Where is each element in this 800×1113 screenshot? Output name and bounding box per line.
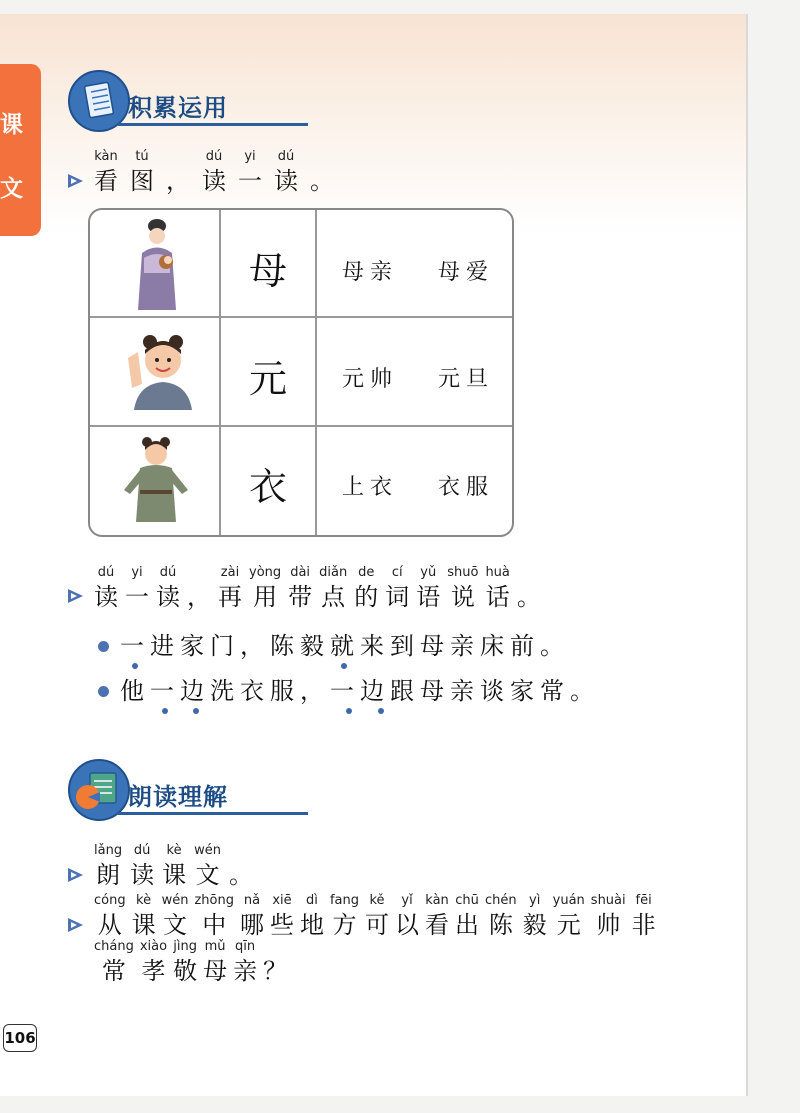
hanzi: 陈 <box>488 911 513 939</box>
hanzi: 带 <box>288 583 313 611</box>
pinyin-character <box>553 892 585 940</box>
hanzi: 读 <box>202 167 226 195</box>
pinyin: xiē <box>272 893 292 908</box>
child-waving-picture <box>118 328 198 417</box>
pinyin: lǎng <box>94 843 123 858</box>
pinyin-character <box>416 564 440 612</box>
side-tab <box>0 64 41 236</box>
pinyin: zhōng <box>194 893 234 908</box>
pinyin: jìng <box>173 939 197 954</box>
pinyin: chū <box>455 893 479 908</box>
hanzi: ， <box>187 583 211 611</box>
triangle-bullet-icon <box>68 868 83 882</box>
pinyin-character <box>517 564 541 612</box>
pinyin: kè <box>136 893 152 908</box>
pinyin: yi <box>244 149 256 164</box>
pinyin: tú <box>135 149 149 164</box>
hanzi: 文 <box>163 911 188 939</box>
big-character: 母 <box>248 249 287 293</box>
hanzi: 母 <box>203 957 228 985</box>
pinyin: qīn <box>235 939 256 954</box>
big-character: 衣 <box>248 465 287 509</box>
hanzi: 的 <box>354 583 379 611</box>
bullet-dot <box>98 686 109 697</box>
task-read-aloud <box>94 842 253 890</box>
section-title: 朗读理解 <box>128 783 228 811</box>
hanzi: 。 <box>228 861 253 889</box>
pinyin-character <box>130 148 154 196</box>
pinyin-character <box>173 938 197 986</box>
hanzi: 敬 <box>173 957 198 985</box>
bullet-dot <box>98 641 109 652</box>
pinyin: yǐ <box>401 893 413 908</box>
hanzi: 毅 <box>522 911 547 939</box>
pinyin: zài <box>220 565 240 580</box>
pinyin-character <box>523 892 547 940</box>
hanzi: 读 <box>274 167 298 195</box>
table-divider <box>90 425 512 427</box>
pinyin: dài <box>290 565 311 580</box>
hanzi: 从 <box>97 911 122 939</box>
pinyin: dì <box>306 893 318 908</box>
pinyin-character <box>395 892 419 940</box>
textbook-page <box>0 14 748 1096</box>
pinyin-character <box>365 892 389 940</box>
pinyin-character <box>591 892 626 940</box>
hanzi: 地 <box>299 911 324 939</box>
pinyin-character <box>202 148 226 196</box>
pinyin-character <box>240 892 264 940</box>
pinyin-character <box>94 892 126 940</box>
pinyin-character <box>156 564 180 612</box>
pinyin: fēi <box>635 893 652 908</box>
vocab-word: 元旦 <box>438 367 495 392</box>
hanzi: 以 <box>395 911 420 939</box>
pinyin-character <box>187 564 211 612</box>
pinyin-character <box>166 148 190 196</box>
pinyin: xiào <box>139 939 168 954</box>
pinyin: yì <box>529 893 541 908</box>
hanzi: 课 <box>131 911 156 939</box>
pinyin-character <box>94 148 118 196</box>
hanzi: 一 <box>238 167 262 195</box>
pinyin: huà <box>485 565 510 580</box>
pinyin: yòng <box>249 565 282 580</box>
emphasis-dot <box>193 708 199 714</box>
side-tab-char: 课 <box>0 111 23 138</box>
instruction-read-and-speak <box>94 564 541 612</box>
pinyin: kě <box>369 893 385 908</box>
hanzi: 出 <box>455 911 480 939</box>
hanzi: 再 <box>218 583 242 611</box>
hanzi: 可 <box>365 911 390 939</box>
hanzi: 图 <box>130 167 154 195</box>
hanzi: 朗 <box>96 861 121 889</box>
pinyin: shuō <box>447 565 479 580</box>
pinyin: dú <box>277 149 295 164</box>
pinyin-character <box>249 564 281 612</box>
triangle-bullet-icon <box>68 174 83 188</box>
hanzi: 亲 <box>233 957 258 985</box>
hanzi: 元 <box>556 911 581 939</box>
emphasis-dot <box>162 708 168 714</box>
hanzi: 看 <box>425 911 450 939</box>
task-question-line2 <box>94 938 287 986</box>
pinyin: wén <box>194 843 221 858</box>
pinyin-character <box>194 892 234 940</box>
hanzi: 话 <box>485 583 510 611</box>
vocab-word: 元帅 <box>342 367 399 392</box>
pinyin: cí <box>391 565 403 580</box>
pinyin: chén <box>485 893 517 908</box>
hanzi: 些 <box>269 911 294 939</box>
task-question-line1 <box>94 892 656 940</box>
heading-underline <box>118 123 308 126</box>
pinyin-character <box>300 892 324 940</box>
emphasis-dot <box>378 708 384 714</box>
big-character: 元 <box>248 357 287 401</box>
pinyin: cháng <box>94 939 134 954</box>
hanzi: 说 <box>450 583 475 611</box>
pinyin-character <box>94 938 134 986</box>
pinyin: de <box>358 565 375 580</box>
hanzi: 读 <box>130 861 155 889</box>
pinyin: kàn <box>425 893 449 908</box>
pinyin: kè <box>166 843 182 858</box>
triangle-bullet-icon <box>68 918 83 932</box>
pinyin: wén <box>161 893 189 908</box>
vocab-word: 衣服 <box>438 475 495 500</box>
hanzi: 常 <box>101 957 126 985</box>
hanzi: 读 <box>94 583 118 611</box>
triangle-bullet-icon <box>68 589 83 603</box>
emphasis-dot <box>346 708 352 714</box>
pinyin-character <box>310 148 334 196</box>
pinyin: cóng <box>94 893 126 908</box>
hanzi: 中 <box>202 911 227 939</box>
pinyin: dú <box>205 149 223 164</box>
pinyin-character <box>270 892 294 940</box>
hanzi: 哪 <box>239 911 264 939</box>
pinyin: shuài <box>590 893 626 908</box>
hanzi: 孝 <box>141 957 166 985</box>
pinyin-character <box>125 564 149 612</box>
hanzi: 看 <box>94 167 118 195</box>
hanzi: 帅 <box>596 911 621 939</box>
hanzi: 。 <box>310 167 334 195</box>
pinyin: diǎn <box>319 565 348 580</box>
pinyin-character <box>632 892 656 940</box>
hanzi: 。 <box>516 583 541 611</box>
section-title: 积累运用 <box>128 94 228 122</box>
instruction-look-read <box>94 148 334 196</box>
pinyin-character <box>229 842 253 890</box>
vocab-word: 母亲 <box>342 260 399 285</box>
pinyin-character <box>233 938 257 986</box>
hanzi: 课 <box>162 861 187 889</box>
vocab-word: 母爱 <box>438 260 495 285</box>
pinyin: nǎ <box>243 893 261 908</box>
hanzi: ， <box>166 167 190 195</box>
pinyin-character <box>162 842 186 890</box>
heading-underline <box>118 812 308 815</box>
example-sentence: 一进家门，陈毅就来到母亲床前。 <box>120 632 570 660</box>
pinyin: yǔ <box>420 565 437 580</box>
pinyin: yi <box>131 565 143 580</box>
emphasis-dot <box>341 663 347 669</box>
mother-holding-baby-picture <box>130 218 185 317</box>
hanzi: ？ <box>263 957 288 985</box>
pinyin-character <box>485 564 509 612</box>
hanzi: 词 <box>385 583 410 611</box>
pinyin-character <box>385 564 409 612</box>
pinyin-character <box>354 564 378 612</box>
pinyin-character <box>263 938 287 986</box>
pinyin-character <box>130 842 154 890</box>
pinyin: dú <box>133 843 151 858</box>
pinyin-character <box>194 842 221 890</box>
pinyin-character <box>140 938 167 986</box>
pinyin: yuán <box>552 893 585 908</box>
hanzi: 语 <box>416 583 441 611</box>
pinyin-character <box>425 892 449 940</box>
pinyin-character <box>274 148 298 196</box>
hanzi: 非 <box>631 911 656 939</box>
pinyin-character <box>319 564 347 612</box>
pinyin-character <box>132 892 156 940</box>
hanzi: 方 <box>332 911 357 939</box>
pinyin-character <box>203 938 227 986</box>
pinyin-character <box>94 564 118 612</box>
example-sentence: 他一边洗衣服，一边跟母亲谈家常。 <box>120 677 600 705</box>
emphasis-dot <box>132 663 138 669</box>
pinyin: mǔ <box>204 939 226 954</box>
pinyin-character <box>218 564 242 612</box>
hanzi: 读 <box>156 583 180 611</box>
character-table <box>88 208 514 537</box>
hanzi: 文 <box>195 861 220 889</box>
pinyin: dú <box>159 565 177 580</box>
pinyin-character <box>447 564 478 612</box>
pinyin-character <box>238 148 262 196</box>
pinyin: kàn <box>94 149 118 164</box>
page-number: 106 <box>3 1024 37 1052</box>
pinyin-character <box>330 892 359 940</box>
pinyin: dú <box>97 565 115 580</box>
hanzi: 用 <box>253 583 278 611</box>
pinyin-character <box>485 892 517 940</box>
child-in-robe-picture <box>120 434 192 530</box>
pinyin: fang <box>329 893 360 908</box>
pinyin-character <box>94 842 122 890</box>
pinyin-character <box>162 892 189 940</box>
vocab-word: 上衣 <box>342 475 399 500</box>
hanzi: 一 <box>125 583 149 611</box>
hanzi: 点 <box>321 583 346 611</box>
pinyin-character <box>288 564 312 612</box>
side-tab-char: 文 <box>0 175 23 202</box>
pinyin-character <box>455 892 479 940</box>
